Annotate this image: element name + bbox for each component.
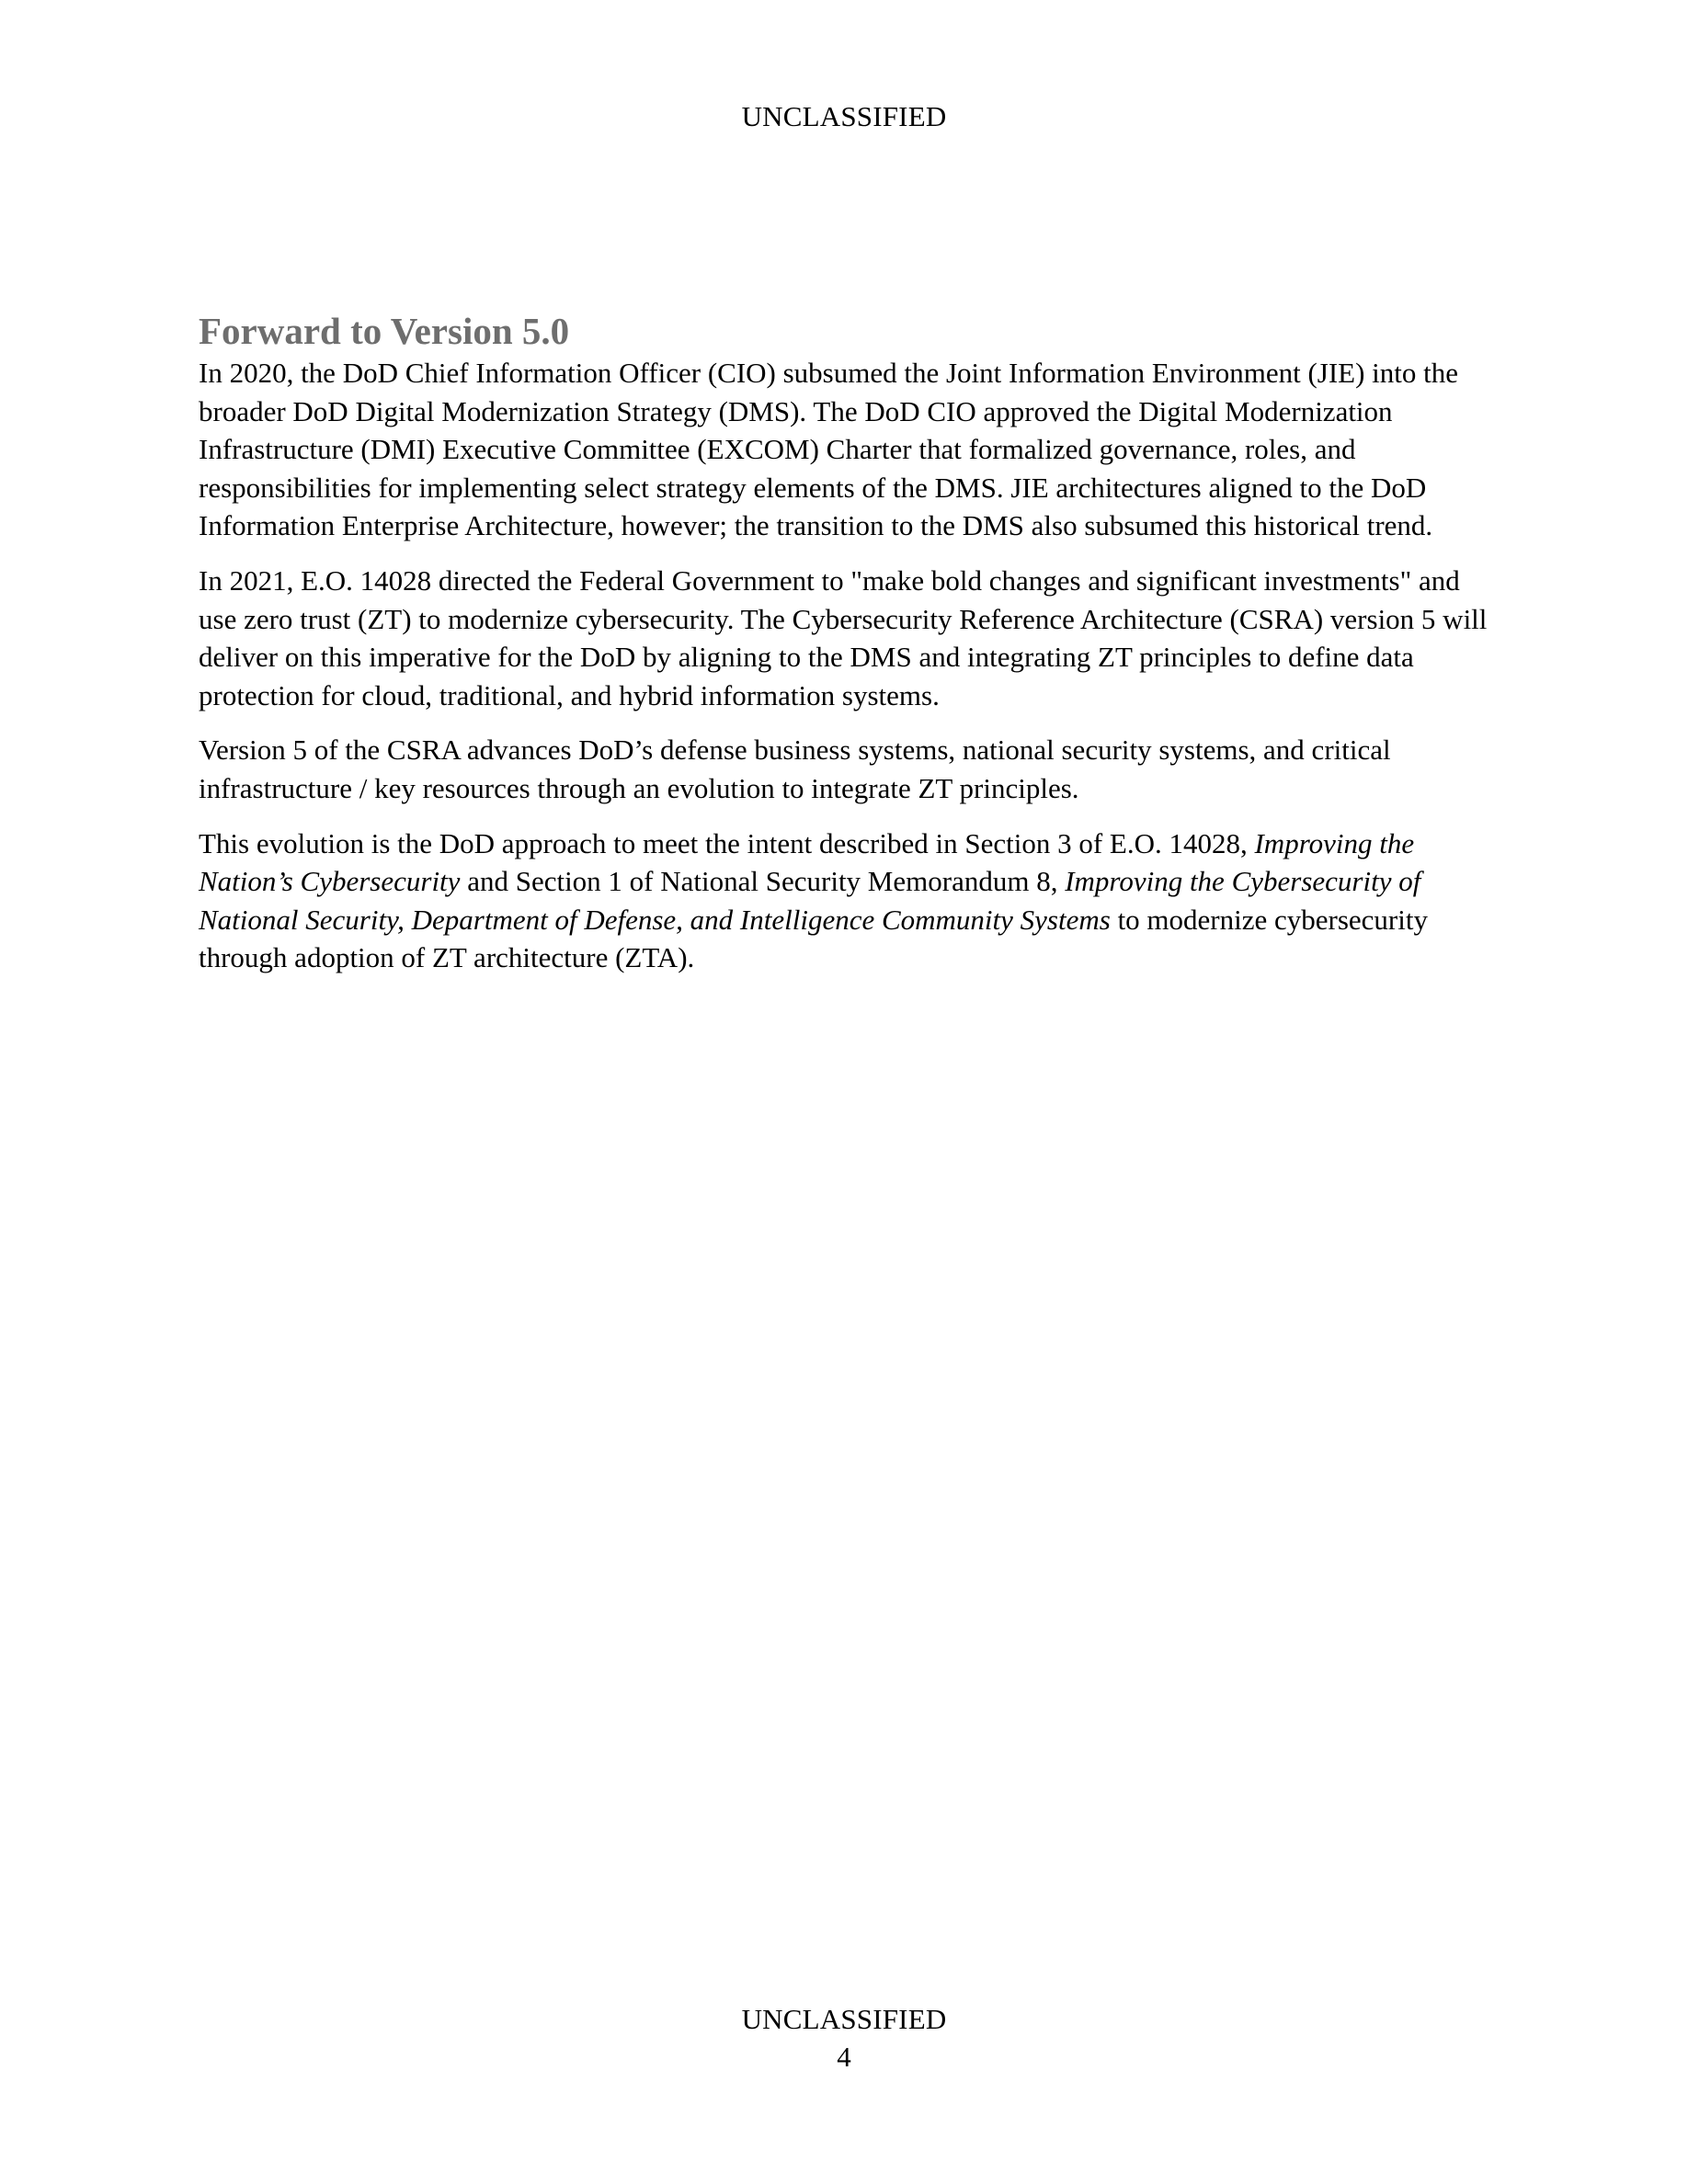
paragraph-4-text-2: and Section 1 of National Security Memorandum 8,: [460, 865, 1066, 898]
paragraph-4-text-3: to modernize cybersecurity through adoption of ZT architecture (ZTA).: [199, 903, 1428, 974]
paragraph-2: In 2021, E.O. 14028 directed the Federal Government to "make bold changes and significant investments" and use zero trust (ZT) to modernize cybersecurity. The Cybersecurity Reference Architecture (CSRA) version 5 will deliver on this imperative for the DoD by aligning to the DMS and integrating ZT principles to define data protection for cloud, traditional, and hybrid information systems.: [199, 563, 1488, 711]
paragraph-1: In 2020, the DoD Chief Information Officer (CIO) subsumed the Joint Information Environment (JIE) into the broader DoD Digital Modernization Strategy (DMS). The DoD CIO approved the Digital Modernization Infrastructure (DMI) Executive Committee (EXCOM) Charter that formalized governance, roles, and responsibilities for implementing select strategy elements of the DMS. JIE architectures aligned to the DoD Information Enterprise Architecture, however; the transition to the DMS also subsumed this historical trend.: [199, 357, 1459, 542]
paragraph-4: [199, 825, 1504, 977]
paragraph-4-title-nsm: Improving the Cybersecurity of National Security, Department of Defense, and Intelligence Community Systems: [199, 865, 1421, 936]
classification-marking-header: UNCLASSIFIED: [741, 100, 947, 132]
paragraph-3: Version 5 of the CSRA advances DoD’s defense business systems, national security systems, and critical infrastructure / key resources through an evolution to integrate ZT principles.: [199, 734, 1391, 804]
page-number: 4: [837, 2041, 851, 2073]
classification-marking-footer: UNCLASSIFIED: [741, 2003, 947, 2035]
section-content: [199, 308, 1504, 994]
section-title: Forward to Version 5.0: [199, 310, 570, 352]
paragraph-4-title-eo: Improving the Nation’s Cybersecurity: [199, 826, 1415, 898]
paragraph-4-text-1: This evolution is the DoD approach to meet the intent described in Section 3 of E.O. 14028,: [199, 826, 1255, 859]
